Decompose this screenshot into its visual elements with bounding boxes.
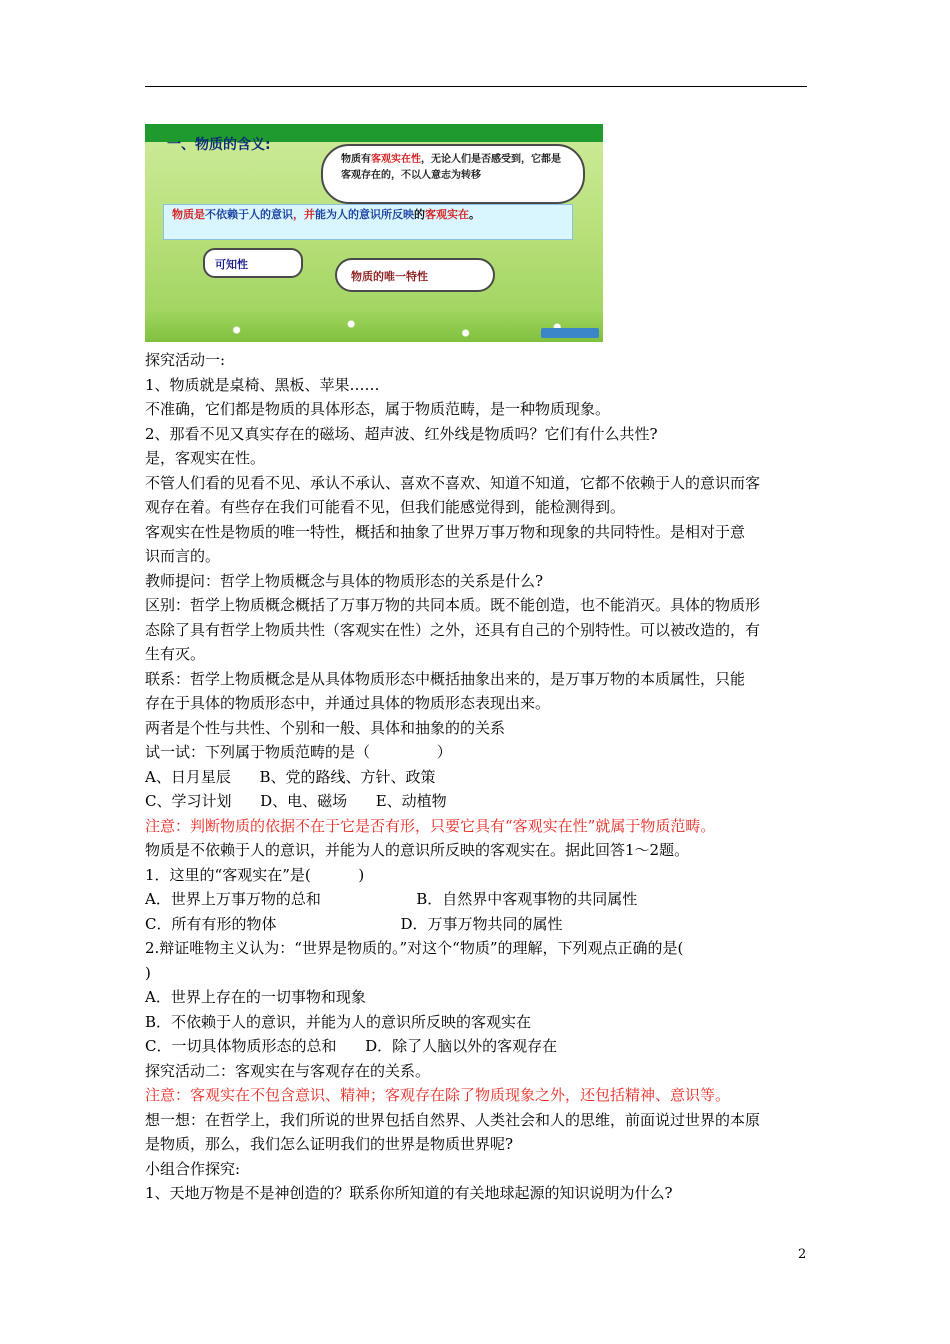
text-line: 两者是个性与共性、个别和一般、具体和抽象的的关系 bbox=[145, 718, 506, 737]
text-line: 1、天地万物是不是神创造的？联系你所知道的有关地球起源的知识说明为什么? bbox=[145, 1184, 673, 1202]
note-line: 注意：判断物质的依据不在于它是否有形，只要它具有“客观实在性”就属于物质范畴。 bbox=[145, 816, 716, 835]
def-text: 的 bbox=[414, 208, 425, 221]
text-line: 1、物质就是桌椅、黑板、苹果…… bbox=[145, 375, 380, 394]
def-text: 物质是 bbox=[172, 208, 205, 221]
text-line: 探究活动二：客观实在与客观存在的关系。 bbox=[145, 1061, 431, 1080]
bubble-text-highlight: 客观实在性 bbox=[371, 154, 421, 165]
text-line: 2、那看不见又真实存在的磁场、超声波、红外线是物质吗？它们有什么共性? bbox=[145, 424, 658, 443]
def-text: 能为人的意识所反映 bbox=[315, 208, 414, 221]
text-line: 是，客观实在性。 bbox=[145, 449, 266, 467]
text-line: 不准确，它们都是物质的具体形态，属于物质范畴，是一种物质现象。 bbox=[145, 400, 611, 418]
text-line: C．所有有形的物体 D．万事万物共同的属性 bbox=[145, 914, 563, 933]
slide-logo-badge bbox=[541, 328, 599, 338]
text-line: 区别：哲学上物质概念概括了万事万物的共同本质。既不能创造，也不能消灭。具体的物质形 bbox=[145, 596, 761, 614]
text-line: 识而言的。 bbox=[145, 547, 221, 565]
page-number: 2 bbox=[798, 1247, 807, 1262]
text-line: 小组合作探究: bbox=[145, 1159, 241, 1178]
def-text: 。 bbox=[469, 208, 480, 221]
text-line: 客观实在性是物质的唯一特性，概括和抽象了世界万事万物和现象的共同特性。是相对于意 bbox=[145, 522, 746, 541]
def-text: 客观实在 bbox=[425, 208, 469, 221]
text-line: C．一切具体物质形态的总和 D．除了人脑以外的客观存在 bbox=[145, 1037, 558, 1055]
slide-image bbox=[145, 124, 603, 342]
slide-title: 一、物质的含义: bbox=[167, 137, 271, 153]
text-line: 物质是不依赖于人的意识，并能为人的意识所反映的客观实在。据此回答1～2题。 bbox=[145, 841, 690, 859]
text-line: 试一试：下列属于物质范畴的是（ ） bbox=[145, 743, 452, 761]
text-line: 联系：哲学上物质概念是从具体物质形态中概括抽象出来的，是万事万物的本质属性，只能 bbox=[145, 669, 746, 688]
bubble-text: ，无论人们是否感受到，它都是客观存在的，不以人意志为转移 bbox=[341, 154, 561, 181]
text-line: 2.辩证唯物主义认为：“世界是物质的。”对这个“物质”的理解，下列观点正确的是( bbox=[145, 939, 684, 957]
text-line: 观存在着。有些存在我们可能看不见，但我们能感觉得到，能检测得到。 bbox=[145, 498, 626, 516]
def-text: 不依赖于人的意识 bbox=[205, 208, 293, 221]
text-line: B．不依赖于人的意识，并能为人的意识所反映的客观实在 bbox=[145, 1012, 532, 1031]
text-line: A．世界上存在的一切事物和现象 bbox=[145, 988, 366, 1006]
text-line: 存在于具体的物质形态中，并通过具体的物质形态表现出来。 bbox=[145, 694, 551, 712]
text-line: 1．这里的“客观实在”是( ) bbox=[145, 865, 365, 884]
document-body bbox=[145, 348, 809, 1206]
header-rule bbox=[145, 86, 807, 87]
text-line: 态除了具有哲学上物质共性（客观实在性）之外，还具有自己的个别特性。可以被改造的，有 bbox=[145, 620, 761, 639]
note-line: 注意：客观实在不包含意识、精神；客观存在除了物质现象之外，还包括精神、意识等。 bbox=[145, 1086, 731, 1104]
bubble-unique-property: 物质的唯一特性 bbox=[335, 258, 495, 292]
def-text: ，并 bbox=[293, 208, 315, 221]
text-line: A、日月星辰 B、党的路线、方针、政策 bbox=[145, 767, 436, 786]
flower-decoration bbox=[145, 312, 603, 342]
text-line: 生有灭。 bbox=[145, 645, 206, 663]
bubble-objective-reality bbox=[321, 144, 585, 204]
bubble-knowability: 可知性 bbox=[203, 248, 303, 278]
text-line: A．世界上万事万物的总和 B．自然界中客观事物的共同属性 bbox=[145, 890, 638, 908]
bubble-text: 物质有 bbox=[341, 154, 371, 165]
definition-box bbox=[163, 204, 573, 240]
text-line: 是物质，那么，我们怎么证明我们的世界是物质世界呢? bbox=[145, 1135, 514, 1153]
text-line: 教师提问：哲学上物质概念与具体的物质形态的关系是什么? bbox=[145, 571, 544, 590]
text-line: C、学习计划 D、电、磁场 E、动植物 bbox=[145, 792, 447, 810]
text-line: 不管人们看的见看不见、承认不承认、喜欢不喜欢、知道不知道，它都不依赖于人的意识而客 bbox=[145, 473, 761, 492]
text-line: 想一想：在哲学上，我们所说的世界包括自然界、人类社会和人的思维，前面说过世界的本原 bbox=[145, 1110, 761, 1129]
text-line: 探究活动一: bbox=[145, 351, 226, 369]
text-line: ) bbox=[145, 963, 151, 982]
